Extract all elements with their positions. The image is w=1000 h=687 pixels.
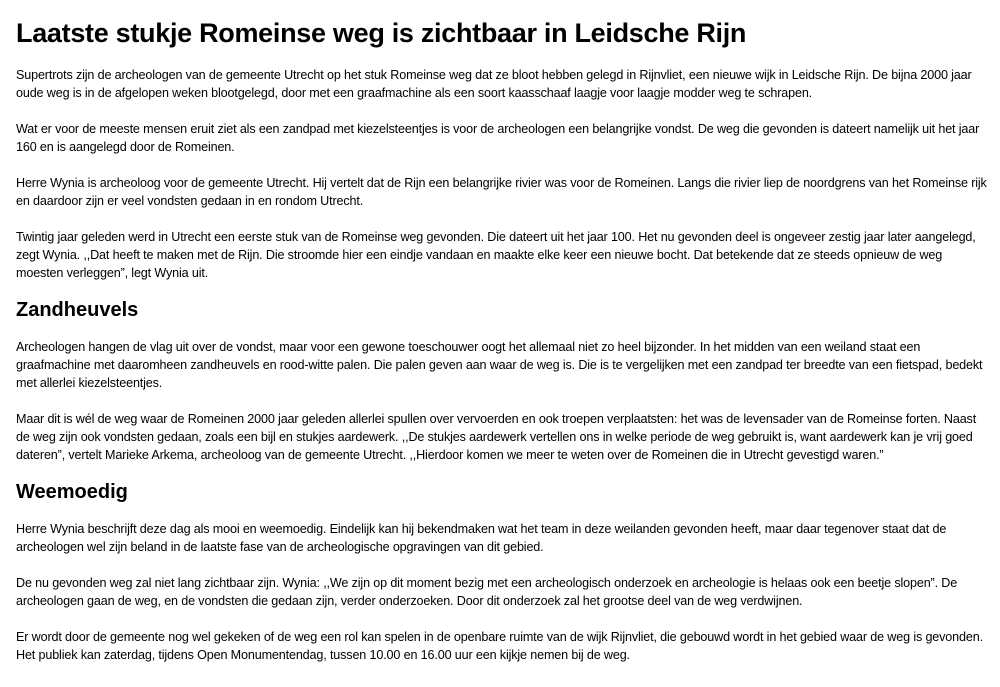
section-heading-weemoedig: Weemoedig — [16, 481, 128, 503]
article-title: Laatste stukje Romeinse weg is zichtbaar in Leidsche Rijn — [16, 18, 747, 48]
section-paragraph: Er wordt door de gemeente nog wel gekeken of de weg een rol kan spelen in de openbare ruimte van de wijk Rijnvliet, die gebouwd wordt in het gebied waar de weg is gevonden. Het publiek kan zaterdag, tijdens Open Monumentendag, tussen 10.00 en 16.00 uur een kijkje nemen bij de weg. — [16, 630, 983, 662]
section-paragraph: Archeologen hangen de vlag uit over de vondst, maar voor een gewone toeschouwer oogt het allemaal niet zo heel bijzonder. In het midden van een weiland staat een graafmachine met daaromheen zandheuvels en rood-witte palen. Die palen geven aan waar de weg is. Die is te vergelijken met een zandpad ter breedte van een fietspad, bedekt met allerlei kiezelsteentjes. — [16, 340, 983, 390]
section-paragraph: De nu gevonden weg zal niet lang zichtbaar zijn. Wynia: ,,We zijn op dit moment bezig met een archeologisch onderzoek en archeologie is helaas ook een beetje slopen”. De archeologen gaan de weg, en de vondsten die gedaan zijn, verder onderzoeken. Door dit onderzoek zal het grootse deel van de weg verdwijnen. — [16, 576, 958, 608]
intro-paragraph: Twintig jaar geleden werd in Utrecht een eerste stuk van de Romeinse weg gevonden. Die dateert uit het jaar 100. Het nu gevonden deel is ongeveer zestig jaar later aangelegd, zegt Wynia. ,,Dat heeft te maken met de Rijn. Die stroomde hier een eindje vandaan en maakte elke keer een nieuwe bocht. Dat betekende dat ze steeds opnieuw de weg moesten verleggen”, legt Wynia uit. — [16, 230, 976, 280]
intro-paragraph: Herre Wynia is archeoloog voor de gemeente Utrecht. Hij vertelt dat de Rijn een belangrijke rivier was voor de Romeinen. Langs die rivier liep de noordgrens van het Romeinse rijk en daardoor zijn er veel vondsten gedaan in en rondom Utrecht. — [16, 176, 987, 208]
section-heading-zandheuvels: Zandheuvels — [16, 299, 139, 321]
intro-paragraph: Wat er voor de meeste mensen eruit ziet als een zandpad met kiezelsteentjes is voor de archeologen een belangrijke vondst. De weg die gevonden is dateert namelijk uit het jaar 160 en is aangelegd door de Romeinen. — [16, 122, 980, 154]
section-paragraph: Maar dit is wél de weg waar de Romeinen 2000 jaar geleden allerlei spullen over vervoerden en ook troepen verplaatsten: het was de levensader van de Romeinse forten. Naast de weg zijn ook vondsten gedaan, zoals een bijl en stukjes aardewerk. ,,De stukjes aardewerk vertellen ons in welke periode de weg gebruikt is, want aardewerk kan je vrij goed dateren”, vertelt Marieke Arkema, archeoloog van de gemeente Utrecht. ,,Hierdoor komen we meer te weten over de Romeinen die in Utrecht gevestigd waren.” — [16, 412, 977, 462]
intro-paragraph: Supertrots zijn de archeologen van de gemeente Utrecht op het stuk Romeinse weg dat ze bloot hebben gelegd in Rijnvliet, een nieuwe wijk in Leidsche Rijn. De bijna 2000 jaar oude weg is in de afgelopen weken blootgelegd, door met een graafmachine als een soort kaasschaaf laagje voor laagje modder weg te schrapen. — [16, 68, 972, 100]
section-paragraph: Herre Wynia beschrijft deze dag als mooi en weemoedig. Eindelijk kan hij bekendmaken wat het team in deze weilanden gevonden heeft, maar daar tegenover staat dat de archeologen wel zijn beland in de laatste fase van de archeologische opgravingen van dit gebied. — [16, 522, 947, 554]
